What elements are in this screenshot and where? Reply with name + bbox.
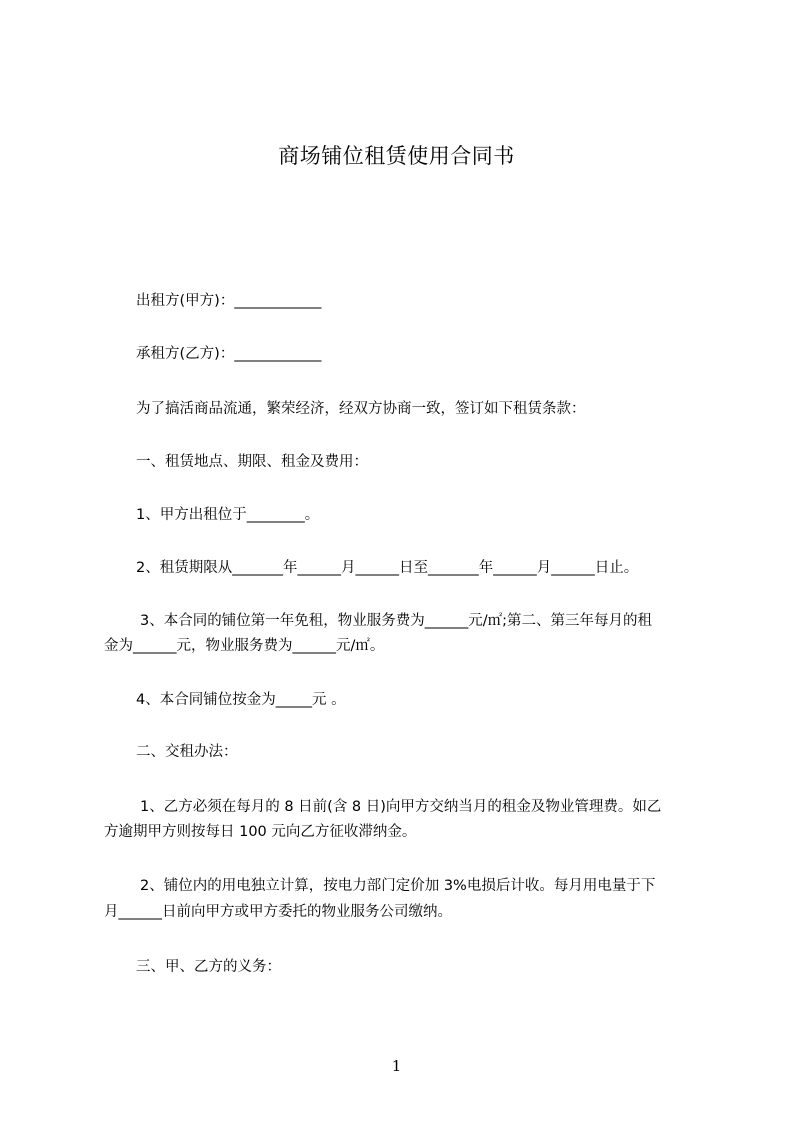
section2-heading: 二、交租办法： — [136, 744, 238, 760]
lessee-line: 承租方(乙方)：____________ — [136, 346, 322, 362]
section1-item3-line2: 金为______元，物业服务费为______元/㎡。 — [104, 638, 385, 654]
section1-item1: 1、甲方出租位于________。 — [136, 507, 320, 523]
section2-item1-line2: 方逾期甲方则按每日 100 元向乙方征收滞纳金。 — [104, 824, 417, 840]
section1-heading: 一、租赁地点、期限、租金及费用： — [136, 454, 368, 470]
section3-heading: 三、甲、乙方的义务： — [136, 959, 281, 975]
document-title: 商场铺位租赁使用合同书 — [278, 144, 515, 168]
page-number: 1 — [391, 1057, 402, 1075]
section2-item2-line1: 2、铺位内的用电独立计算，按电力部门定价加 3%电损后计收。每月用电量于下 — [140, 878, 656, 894]
section1-item3-line1: 3、本合同的铺位第一年免租，物业服务费为______元/㎡;第二、第三年每月的租 — [140, 613, 652, 629]
preamble-paragraph: 为了搞活商品流通，繁荣经济，经双方协商一致，签订如下租赁条款： — [136, 401, 586, 417]
section1-item4: 4、本合同铺位按金为_____元 。 — [136, 692, 346, 708]
section2-item2-line2: 月______日前向甲方或甲方委托的物业服务公司缴纳。 — [104, 904, 452, 920]
section1-item2: 2、租赁期限从_______年______月______日至_______年______月______日止。 — [136, 560, 639, 576]
lessor-line: 出租方(甲方)：____________ — [136, 293, 322, 309]
section2-item1-line1: 1、乙方必须在每月的 8 日前(含 8 日)向甲方交纳当月的租金及物业管理费。如乙 — [140, 799, 662, 815]
